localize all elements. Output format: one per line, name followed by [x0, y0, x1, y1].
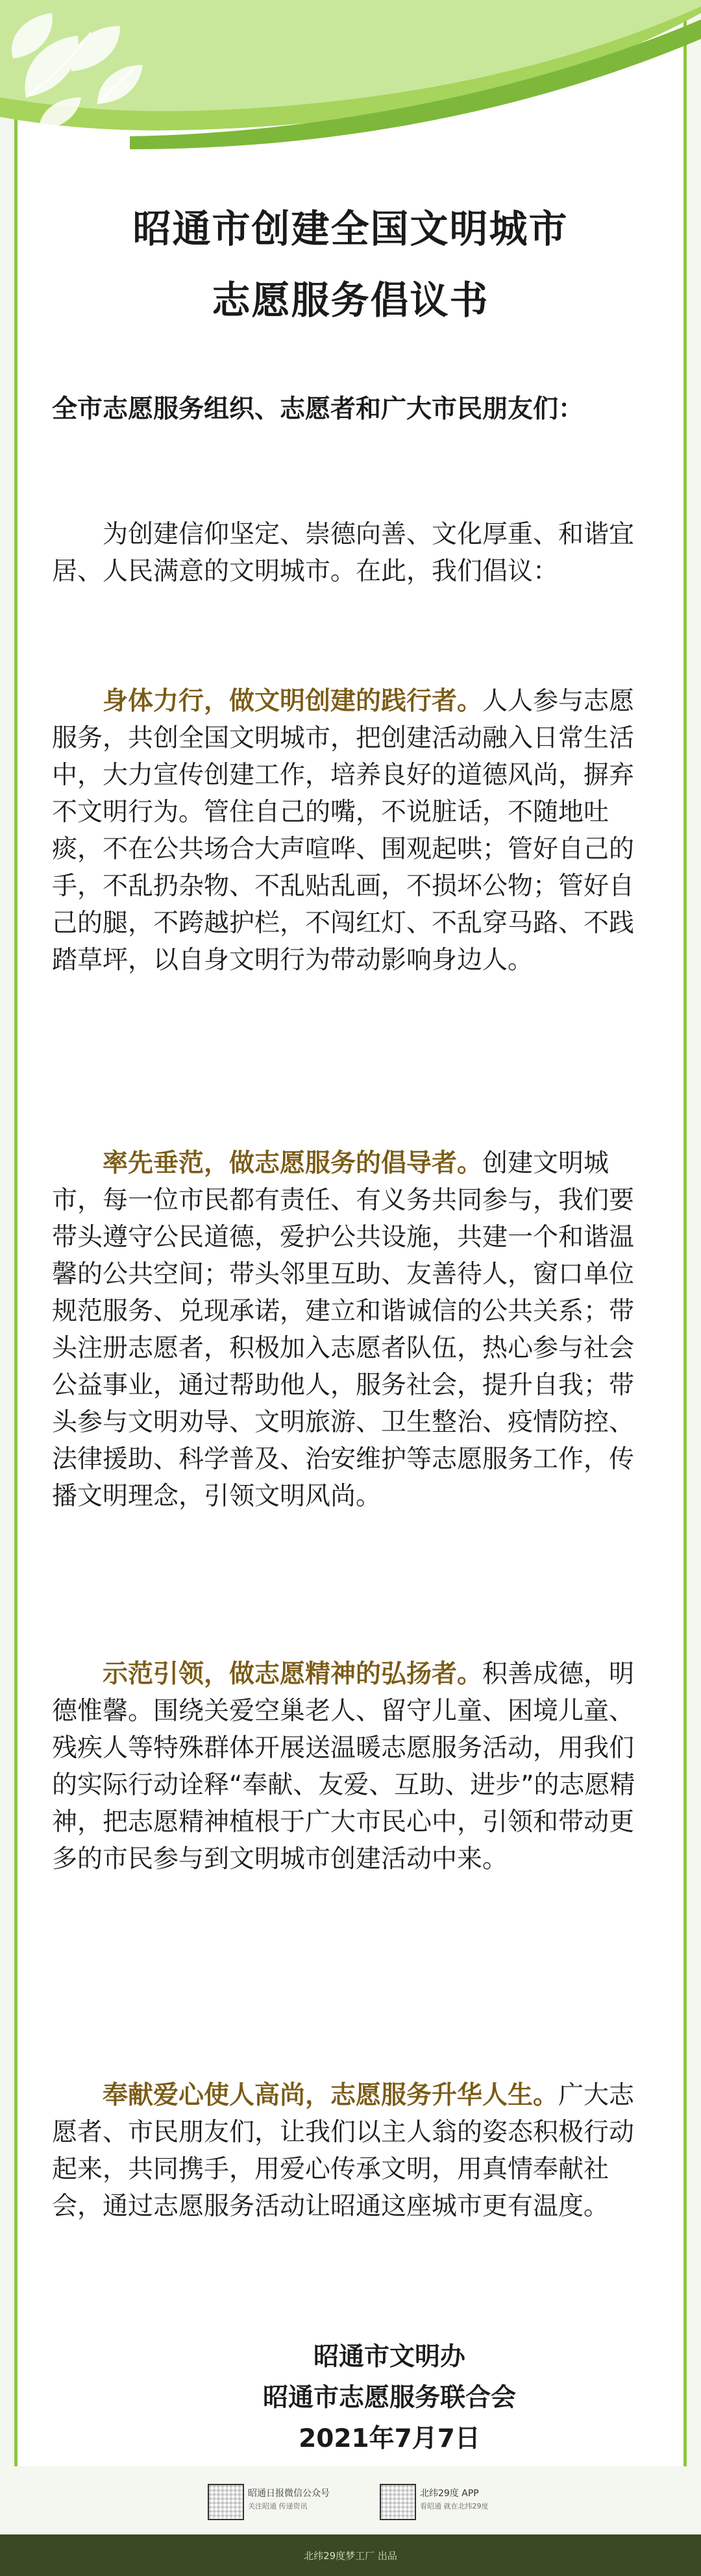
footer-credit: 北纬29度梦工厂 出品 — [304, 2550, 397, 2562]
section-heading-2: 率先垂范，做志愿服务的倡导者。 — [103, 1149, 483, 1178]
section-text-4: 广大志愿者、市民朋友们，让我们以主人翁的姿态积极行动起来，共同携手，用爱心传承文明，用真情奉献社会，通过志愿服务活动让昭通这座城市更有温度。 — [52, 2081, 635, 2221]
qr2-title: 北纬29度 APP — [420, 2488, 479, 2499]
section-paragraph-2 — [52, 1145, 643, 1515]
section-text-2: 创建文明城市，每一位市民都有责任、有义务共同参与，我们要带头遵守公民道德，爱护公共设施，共建一个和谐温馨的公共空间；带头邻里互助、友善待人，窗口单位规范服务、兑现承诺，建立和谐诚信的公共关系；带头注册志愿者，积极加入志愿者队伍，热心参与社会公益事业，通过帮助他人，服务社会，提升自我；带头参与文明劝导、文明旅游、卫生整治、疫情防控、法律援助、科学普及、治安维护等志愿服务工作，传播文明理念，引领文明风尚。 — [52, 1149, 635, 1511]
intro-paragraph: 为创建信仰坚定、崇德向善、文化厚重、和谐宜居、人民满意的文明城市。在此，我们倡议： — [52, 520, 635, 586]
qr1-title: 昭通日报微信公众号 — [248, 2488, 330, 2499]
wechat-qr-code-icon[interactable] — [208, 2484, 244, 2520]
section-paragraph-3 — [52, 1656, 643, 1878]
section-paragraph-4 — [52, 2077, 643, 2225]
leaf-banner-decoration — [0, 0, 701, 162]
footer-qr-section — [0, 2476, 701, 2534]
qr2-subtitle: 看昭通 就在北纬29度 — [420, 2502, 489, 2510]
qr1-subtitle: 关注昭通 传递资讯 — [248, 2502, 308, 2510]
section-text-3: 积善成德，明德惟馨。围绕关爱空巢老人、留守儿童、困境儿童、残疾人等特殊群体开展送温暖志愿服务活动，用我们的实际行动诠释“奉献、友爱、互助、进步”的志愿精神，把志愿精神植根于广大市民心中，引领和带动更多的市民参与到文明城市创建活动中来。 — [52, 1660, 635, 1874]
section-text-1: 人人参与志愿服务，共创全国文明城市，把创建活动融入日常生活中，大力宣传创建工作，培养良好的道德风尚，摒弃不文明行为。管住自己的嘴，不说脏话，不随地吐痰，不在公共场合大声喧哗、围观起哄；管好自己的手，不乱扔杂物、不乱贴乱画，不损坏公物；管好自己的腿，不跨越护栏，不闯红灯、不乱穿马路、不践踏草坪，以自身文明行为带动影响身边人。 — [52, 687, 635, 975]
footer-bar — [0, 2534, 701, 2576]
section-paragraph-1 — [52, 683, 643, 979]
section-heading-4: 奉献爱心使人高尚，志愿服务升华人生。 — [103, 2081, 559, 2110]
signature-org-2: 昭通市志愿服务联合会 — [262, 2383, 516, 2412]
app-qr-code-icon[interactable] — [380, 2484, 416, 2520]
signature-org-1: 昭通市文明办 — [313, 2342, 465, 2372]
page-title-line-1: 昭通市创建全国文明城市 — [132, 206, 569, 251]
salutation: 全市志愿服务组织、志愿者和广大市民朋友们： — [52, 395, 584, 424]
page-title-line-2: 志愿服务倡议书 — [212, 278, 489, 323]
section-heading-3: 示范引领，做志愿精神的弘扬者。 — [103, 1660, 483, 1689]
signature-date: 2021年7月7日 — [299, 2424, 480, 2453]
section-heading-1: 身体力行，做文明创建的践行者。 — [103, 687, 483, 716]
